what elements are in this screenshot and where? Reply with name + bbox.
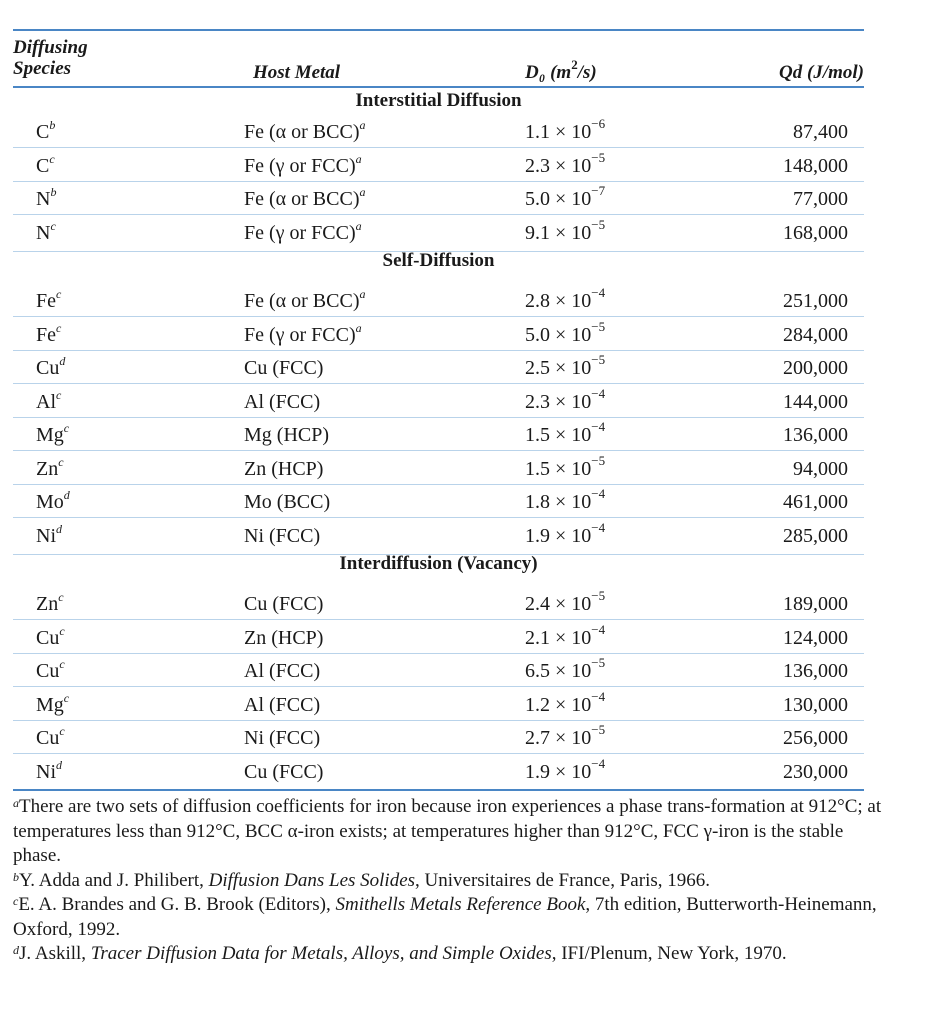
header-d0 — [525, 57, 597, 84]
d0-exponent: −4 — [591, 519, 606, 535]
header-qd: Qd (J/mol) — [779, 62, 864, 83]
species-name: Mg — [36, 424, 64, 446]
d0-mantissa: 1.1 × 10 — [525, 121, 592, 143]
host-name: Ni (FCC) — [244, 727, 321, 749]
cell-qd: 130,000 — [783, 693, 848, 716]
table-row — [13, 150, 864, 182]
cell-species — [36, 757, 62, 784]
species-name: Mg — [36, 693, 64, 716]
cell-qd: 168,000 — [783, 221, 848, 244]
cell-host-metal — [244, 185, 366, 211]
host-name: Fe (α or BCC) — [244, 188, 360, 210]
species-name: Ni — [36, 760, 56, 783]
table-row — [13, 622, 864, 654]
d0-mantissa: 2.3 × 10 — [525, 154, 592, 177]
cell-host-metal — [244, 357, 323, 380]
d0-exponent: −4 — [591, 385, 606, 401]
species-ref: c — [56, 287, 62, 301]
table-top-rule — [13, 29, 864, 31]
d0-exponent: −5 — [591, 588, 606, 603]
row-divider — [13, 720, 864, 721]
host-name: Zn (HCP) — [244, 457, 324, 480]
species-ref: c — [56, 320, 62, 335]
cell-species — [36, 354, 66, 380]
cell-species — [36, 118, 56, 144]
header-species-line2: Species — [13, 58, 72, 79]
cell-species — [36, 421, 70, 447]
species-ref: c — [63, 421, 70, 435]
cell-d0 — [525, 116, 606, 144]
species-ref: c — [59, 724, 65, 738]
section-title: Interstitial Diffusion — [355, 90, 522, 111]
cell-host-metal — [244, 660, 320, 683]
species-ref: c — [59, 623, 65, 638]
header-diffusing-species — [13, 37, 88, 79]
table-row — [13, 352, 864, 384]
cell-d0 — [525, 588, 606, 616]
species-ref: c — [50, 218, 56, 233]
cell-species — [36, 690, 70, 717]
host-ref: a — [359, 185, 366, 199]
d0-exponent: −7 — [591, 183, 606, 198]
d0-mantissa: 1.8 × 10 — [525, 491, 592, 513]
cell-d0 — [525, 688, 606, 717]
species-name: Zn — [36, 457, 59, 480]
host-name: Al (FCC) — [244, 693, 321, 716]
footnote-d-pre: J. Askill, — [19, 943, 91, 964]
row-divider — [13, 686, 864, 687]
species-ref: c — [56, 387, 62, 402]
d0-mantissa: 2.1 × 10 — [525, 626, 592, 649]
cell-qd: 87,400 — [793, 121, 848, 143]
cell-qd: 284,000 — [783, 323, 848, 346]
row-divider — [13, 181, 864, 182]
d0-mantissa: 2.8 × 10 — [525, 290, 592, 312]
cell-qd: 77,000 — [793, 188, 848, 210]
cell-host-metal — [244, 627, 323, 650]
d0-exponent: −5 — [591, 352, 606, 367]
table-row — [13, 520, 864, 552]
cell-species — [36, 454, 64, 481]
cell-qd: 94,000 — [793, 457, 848, 480]
host-name: Cu (FCC) — [244, 760, 324, 783]
section-title: Self-Diffusion — [382, 250, 495, 271]
cell-species — [36, 724, 65, 750]
d0-exponent: −4 — [591, 621, 606, 637]
cell-qd: 256,000 — [783, 727, 848, 749]
table-bottom-rule — [13, 789, 864, 791]
table-row — [13, 183, 864, 215]
cell-d0 — [525, 183, 606, 211]
species-name: Mo — [36, 491, 64, 513]
host-ref: a — [359, 118, 366, 132]
cell-qd: 285,000 — [783, 524, 848, 547]
cell-species — [36, 287, 62, 313]
table-row — [13, 116, 864, 148]
host-name: Al (FCC) — [244, 390, 321, 413]
host-name: Fe (α or BCC) — [244, 121, 360, 143]
species-name: C — [36, 154, 50, 177]
species-ref: d — [59, 354, 66, 368]
row-divider — [13, 417, 864, 418]
cell-species — [36, 218, 56, 245]
d0-mantissa: 1.9 × 10 — [525, 524, 592, 547]
footnotes — [13, 795, 883, 967]
table-row — [13, 689, 864, 721]
cell-d0 — [525, 419, 606, 447]
row-divider — [13, 350, 864, 351]
species-name: Fe — [36, 290, 56, 312]
cell-species — [36, 387, 62, 414]
cell-species — [36, 657, 65, 683]
section-title: Interdiffusion (Vacancy) — [339, 553, 538, 574]
species-ref: c — [59, 657, 65, 671]
table-row — [13, 486, 864, 518]
species-ref: c — [58, 590, 64, 604]
species-name: Cu — [36, 727, 60, 749]
d0-mantissa: 5.0 × 10 — [525, 188, 592, 210]
d0-exponent: −5 — [591, 318, 606, 334]
cell-host-metal — [244, 491, 330, 514]
d0-mantissa: 2.4 × 10 — [525, 593, 592, 615]
cell-host-metal — [244, 391, 320, 414]
host-name: Fe (γ or FCC) — [244, 221, 356, 244]
host-ref: a — [355, 320, 362, 335]
row-divider — [13, 383, 864, 384]
d0-exponent: −6 — [591, 116, 606, 131]
footnote-c-post: , 7th edition, Butterworth-Heinemann, Oxford, 1992. — [13, 894, 877, 940]
cell-d0 — [525, 722, 606, 750]
species-name: Zn — [36, 593, 59, 615]
species-name: Fe — [36, 323, 56, 346]
d0-mantissa: 5.0 × 10 — [525, 323, 592, 346]
row-divider — [13, 147, 864, 148]
footnote-c-pre: E. A. Brandes and G. B. Brook (Editors), — [18, 894, 336, 915]
d0-exponent: −4 — [591, 486, 606, 501]
species-name: C — [36, 121, 50, 143]
header-d0-main: D₀ (m — [525, 62, 572, 83]
footnote-b-post: , Universitaires de France, Paris, 1966. — [415, 869, 710, 891]
d0-exponent: −4 — [591, 285, 606, 300]
cell-host-metal — [244, 525, 320, 548]
host-name: Al (FCC) — [244, 660, 321, 682]
d0-exponent: −4 — [591, 688, 606, 704]
cell-species — [36, 185, 57, 211]
cell-d0 — [525, 655, 606, 683]
footnote-b-mark: b — [13, 869, 19, 884]
table-row — [13, 756, 864, 788]
cell-species — [36, 623, 65, 650]
d0-exponent: −5 — [591, 216, 606, 232]
host-ref: a — [355, 151, 362, 166]
cell-host-metal — [244, 218, 362, 245]
d0-mantissa: 1.5 × 10 — [525, 457, 592, 480]
cell-host-metal — [244, 424, 329, 447]
cell-d0 — [525, 621, 606, 650]
row-divider — [13, 450, 864, 451]
cell-host-metal — [244, 727, 320, 750]
host-name: Mg (HCP) — [244, 424, 330, 446]
row-divider — [13, 753, 864, 754]
row-divider — [13, 653, 864, 654]
cell-qd: 189,000 — [783, 593, 848, 615]
cell-d0 — [525, 216, 606, 245]
d0-mantissa: 1.9 × 10 — [525, 760, 592, 783]
species-ref: d — [63, 488, 70, 502]
d0-mantissa: 2.3 × 10 — [525, 390, 592, 413]
d0-exponent: −5 — [591, 452, 606, 468]
footnote-d — [13, 942, 883, 967]
footnote-a — [13, 795, 883, 869]
cell-d0 — [525, 452, 606, 481]
cell-qd: 251,000 — [783, 290, 848, 312]
cell-d0 — [525, 285, 606, 313]
species-name: Al — [36, 390, 56, 413]
footnote-d-title: Tracer Diffusion Data for Metals, Alloys, and Simple Oxides — [90, 943, 552, 964]
cell-qd: 200,000 — [783, 357, 848, 379]
footnote-c — [13, 893, 883, 942]
cell-host-metal — [244, 761, 323, 784]
footnote-b-title: Diffusion Dans Les Solides — [208, 869, 416, 891]
cell-qd: 144,000 — [783, 390, 848, 413]
host-ref: a — [355, 218, 362, 233]
table-row — [13, 319, 864, 351]
cell-qd: 136,000 — [783, 660, 848, 682]
table-row — [13, 419, 864, 451]
footnote-d-mark: d — [13, 943, 19, 957]
cell-qd: 148,000 — [783, 154, 848, 177]
footnote-a-text: There are two sets of diffusion coefficients for iron because iron experiences a phase trans-formation at 912°C; at temperatures less than 912°C, BCC α-iron exists; at temperatures higher than 912°C, FCC γ-iron is the stable phase. — [13, 796, 882, 866]
d0-mantissa: 2.5 × 10 — [525, 357, 592, 379]
footnote-c-title: Smithells Metals Reference Book — [335, 894, 586, 915]
header-host-metal: Host Metal — [253, 62, 341, 83]
cell-d0 — [525, 149, 606, 178]
cell-qd: 461,000 — [783, 491, 848, 513]
species-ref: b — [50, 185, 57, 199]
species-ref: d — [56, 521, 62, 536]
table-row — [13, 588, 864, 620]
d0-mantissa: 6.5 × 10 — [525, 660, 592, 682]
d0-exponent: −5 — [591, 655, 606, 670]
cell-d0 — [525, 519, 606, 548]
cell-host-metal — [244, 287, 366, 313]
table-row — [13, 722, 864, 754]
species-name: Cu — [36, 357, 60, 379]
footnote-d-post: , IFI/Plenum, New York, 1970. — [551, 943, 787, 964]
row-divider — [13, 619, 864, 620]
d0-mantissa: 2.7 × 10 — [525, 727, 592, 749]
cell-host-metal — [244, 320, 362, 347]
d0-mantissa: 9.1 × 10 — [525, 221, 592, 244]
table-row — [13, 285, 864, 317]
cell-host-metal — [244, 151, 362, 178]
d0-mantissa: 1.2 × 10 — [525, 693, 592, 716]
row-divider — [13, 214, 864, 215]
cell-host-metal — [244, 694, 320, 717]
d0-exponent: −4 — [591, 419, 606, 434]
table-row — [13, 217, 864, 249]
cell-host-metal — [244, 118, 366, 144]
cell-species — [36, 320, 62, 347]
species-name: Cu — [36, 660, 60, 682]
species-name: N — [36, 221, 51, 244]
cell-qd: 136,000 — [783, 424, 848, 446]
cell-d0 — [525, 385, 606, 414]
footnote-b — [13, 869, 883, 894]
cell-d0 — [525, 318, 606, 347]
header-species-line1: Diffusing — [13, 37, 88, 58]
cell-species — [36, 590, 64, 616]
host-name: Cu (FCC) — [244, 593, 324, 615]
cell-species — [36, 521, 62, 548]
header-d0-tail: /s) — [577, 62, 597, 83]
footnote-a-mark: a — [13, 796, 19, 810]
table-row — [13, 655, 864, 687]
d0-exponent: −5 — [591, 149, 606, 165]
footnote-b-pre: Y. Adda and J. Philibert, — [19, 869, 209, 891]
host-name: Ni (FCC) — [244, 524, 321, 547]
cell-qd: 124,000 — [783, 626, 848, 649]
species-name: Cu — [36, 626, 60, 649]
row-divider — [13, 316, 864, 317]
cell-d0 — [525, 755, 606, 784]
cell-host-metal — [244, 593, 323, 616]
species-ref: c — [58, 454, 64, 469]
species-name: N — [36, 188, 51, 210]
d0-exponent: −4 — [591, 755, 606, 771]
host-name: Cu (FCC) — [244, 357, 324, 379]
species-ref: d — [56, 757, 62, 772]
species-name: Ni — [36, 524, 56, 547]
footnote-c-mark: c — [13, 894, 19, 908]
cell-d0 — [525, 352, 606, 380]
cell-host-metal — [244, 458, 323, 481]
cell-qd: 230,000 — [783, 760, 848, 783]
d0-exponent: −5 — [591, 722, 606, 737]
row-divider — [13, 517, 864, 518]
species-ref: c — [49, 151, 55, 166]
host-ref: a — [359, 287, 366, 301]
host-name: Fe (α or BCC) — [244, 290, 360, 312]
host-name: Mo (BCC) — [244, 491, 331, 513]
cell-species — [36, 488, 70, 514]
row-divider — [13, 484, 864, 485]
host-name: Fe (γ or FCC) — [244, 154, 356, 177]
host-name: Fe (γ or FCC) — [244, 323, 356, 346]
d0-mantissa: 1.5 × 10 — [525, 424, 592, 446]
table-row — [13, 386, 864, 418]
host-name: Zn (HCP) — [244, 626, 324, 649]
cell-d0 — [525, 486, 606, 514]
header-rule — [13, 86, 864, 88]
species-ref: c — [63, 690, 70, 705]
species-ref: b — [49, 118, 56, 132]
header-d0-exponent: 2 — [571, 57, 578, 72]
table-row — [13, 453, 864, 485]
cell-species — [36, 151, 55, 178]
